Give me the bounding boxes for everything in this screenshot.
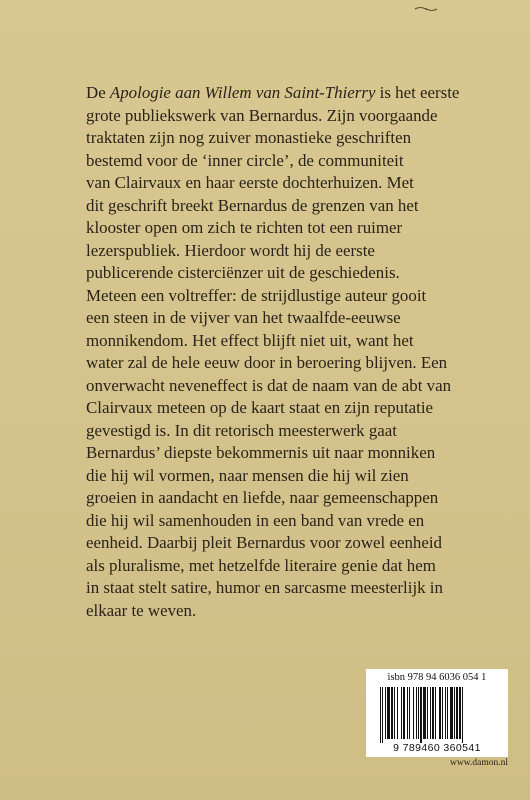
barcode-bar — [430, 687, 431, 739]
blurb-line-1 — [86, 82, 460, 105]
blurb-line: onverwacht neveneffect is dat de naam van de abt van — [86, 375, 452, 395]
barcode-bar — [445, 687, 446, 739]
blurb-line: grote publiekswerk van Bernardus. Zijn voorgaande — [86, 105, 438, 125]
blurb-line: groeien in aandacht en liefde, naar gemeenschappen — [86, 488, 439, 507]
barcode-bar — [403, 687, 405, 739]
barcode-bar — [382, 687, 383, 743]
blurb-line: water zal de hele eeuw door in beroering blijven. Een — [86, 353, 448, 372]
blurb-line: in staat stelt satire, humor en sarcasme meesterlijk in — [86, 578, 443, 597]
blurb-line-1-suffix: is het eerste — [375, 83, 460, 102]
barcode-bar — [407, 687, 408, 739]
barcode-bar — [427, 687, 428, 739]
barcode-bar — [423, 687, 426, 739]
barcode-bar — [413, 687, 414, 739]
barcode-bar — [459, 687, 461, 739]
barcode-bar — [420, 687, 422, 743]
blurb-line: Meteen een voltreffer: de strijdlustige auteur gooit — [86, 285, 427, 305]
blurb-line: klooster open om zich te richten tot een ruimer — [86, 218, 403, 237]
blurb-line: Bernardus’ diepste bekommernis uit naar monniken — [86, 443, 436, 462]
barcode-bar — [447, 687, 448, 739]
barcode-bars — [378, 687, 496, 743]
barcode-bar — [454, 687, 455, 739]
blurb-line: die hij wil samenhouden in een band van vrede en — [86, 510, 425, 530]
blurb-line: als pluralisme, met hetzelfde literaire genie dat hem — [86, 555, 436, 575]
blurb-line: gevestigd is. In dit retorisch meesterwerk gaat — [86, 420, 397, 440]
blurb-line: traktaten zijn nog zuiver monastieke geschriften — [86, 128, 412, 147]
barcode-bar — [387, 687, 390, 739]
blurb-line: eenheid. Daarbij pleit Bernardus voor zowel eenheid — [86, 533, 442, 552]
publisher-website: www.damon.nl — [450, 758, 508, 768]
barcode-bar — [432, 687, 434, 739]
blurb-line: lezerspubliek. Hierdoor wordt hij de eerste — [86, 240, 375, 260]
blurb-line: publicerende cisterciënzer uit de geschiedenis. — [86, 263, 400, 282]
barcode-bar — [380, 687, 381, 743]
barcode-bar — [394, 687, 395, 739]
back-cover-blurb — [86, 82, 460, 622]
isbn-barcode — [366, 669, 508, 757]
barcode-bar — [450, 687, 453, 739]
barcode-bar — [385, 687, 386, 739]
barcode-bar — [442, 687, 443, 739]
barcode-bar — [391, 687, 393, 739]
barcode-bar — [409, 687, 410, 739]
barcode-bar — [456, 687, 458, 739]
blurb-line: een steen in de vijver van het twaalfde-eeuwse — [86, 308, 401, 327]
isbn-label: isbn 978 94 6036 054 1 — [387, 672, 487, 683]
blurb-line: van Clairvaux en haar eerste dochterhuizen. Met — [86, 173, 414, 192]
ornament-icon — [414, 6, 438, 12]
blurb-line: Clairvaux meteen op de kaart staat en zijn reputatie — [86, 398, 434, 417]
barcode-bar — [418, 687, 419, 739]
barcode-bar — [439, 687, 441, 739]
barcode-bar — [462, 687, 463, 743]
blurb-line-1-prefix: De — [86, 83, 110, 102]
blurb-line: elkaar te weven. — [86, 600, 197, 620]
barcode-bar — [435, 687, 436, 739]
blurb-line: dit geschrift breekt Bernardus de grenzen van het — [86, 195, 419, 215]
barcode-bar — [401, 687, 402, 739]
barcode-bar — [397, 687, 398, 739]
book-title-italic: Apologie aan Willem van Saint-Thierry — [109, 83, 376, 102]
barcode-bar — [416, 687, 417, 739]
blurb-line: bestemd voor de ‘inner circle’, de communiteit — [86, 150, 404, 170]
blurb-line: monnikendom. Het effect blijft niet uit, want het — [86, 330, 414, 350]
barcode-digits: 9 789460 360541 — [393, 742, 481, 754]
blurb-line: die hij wil vormen, naar mensen die hij wil zien — [86, 465, 409, 485]
